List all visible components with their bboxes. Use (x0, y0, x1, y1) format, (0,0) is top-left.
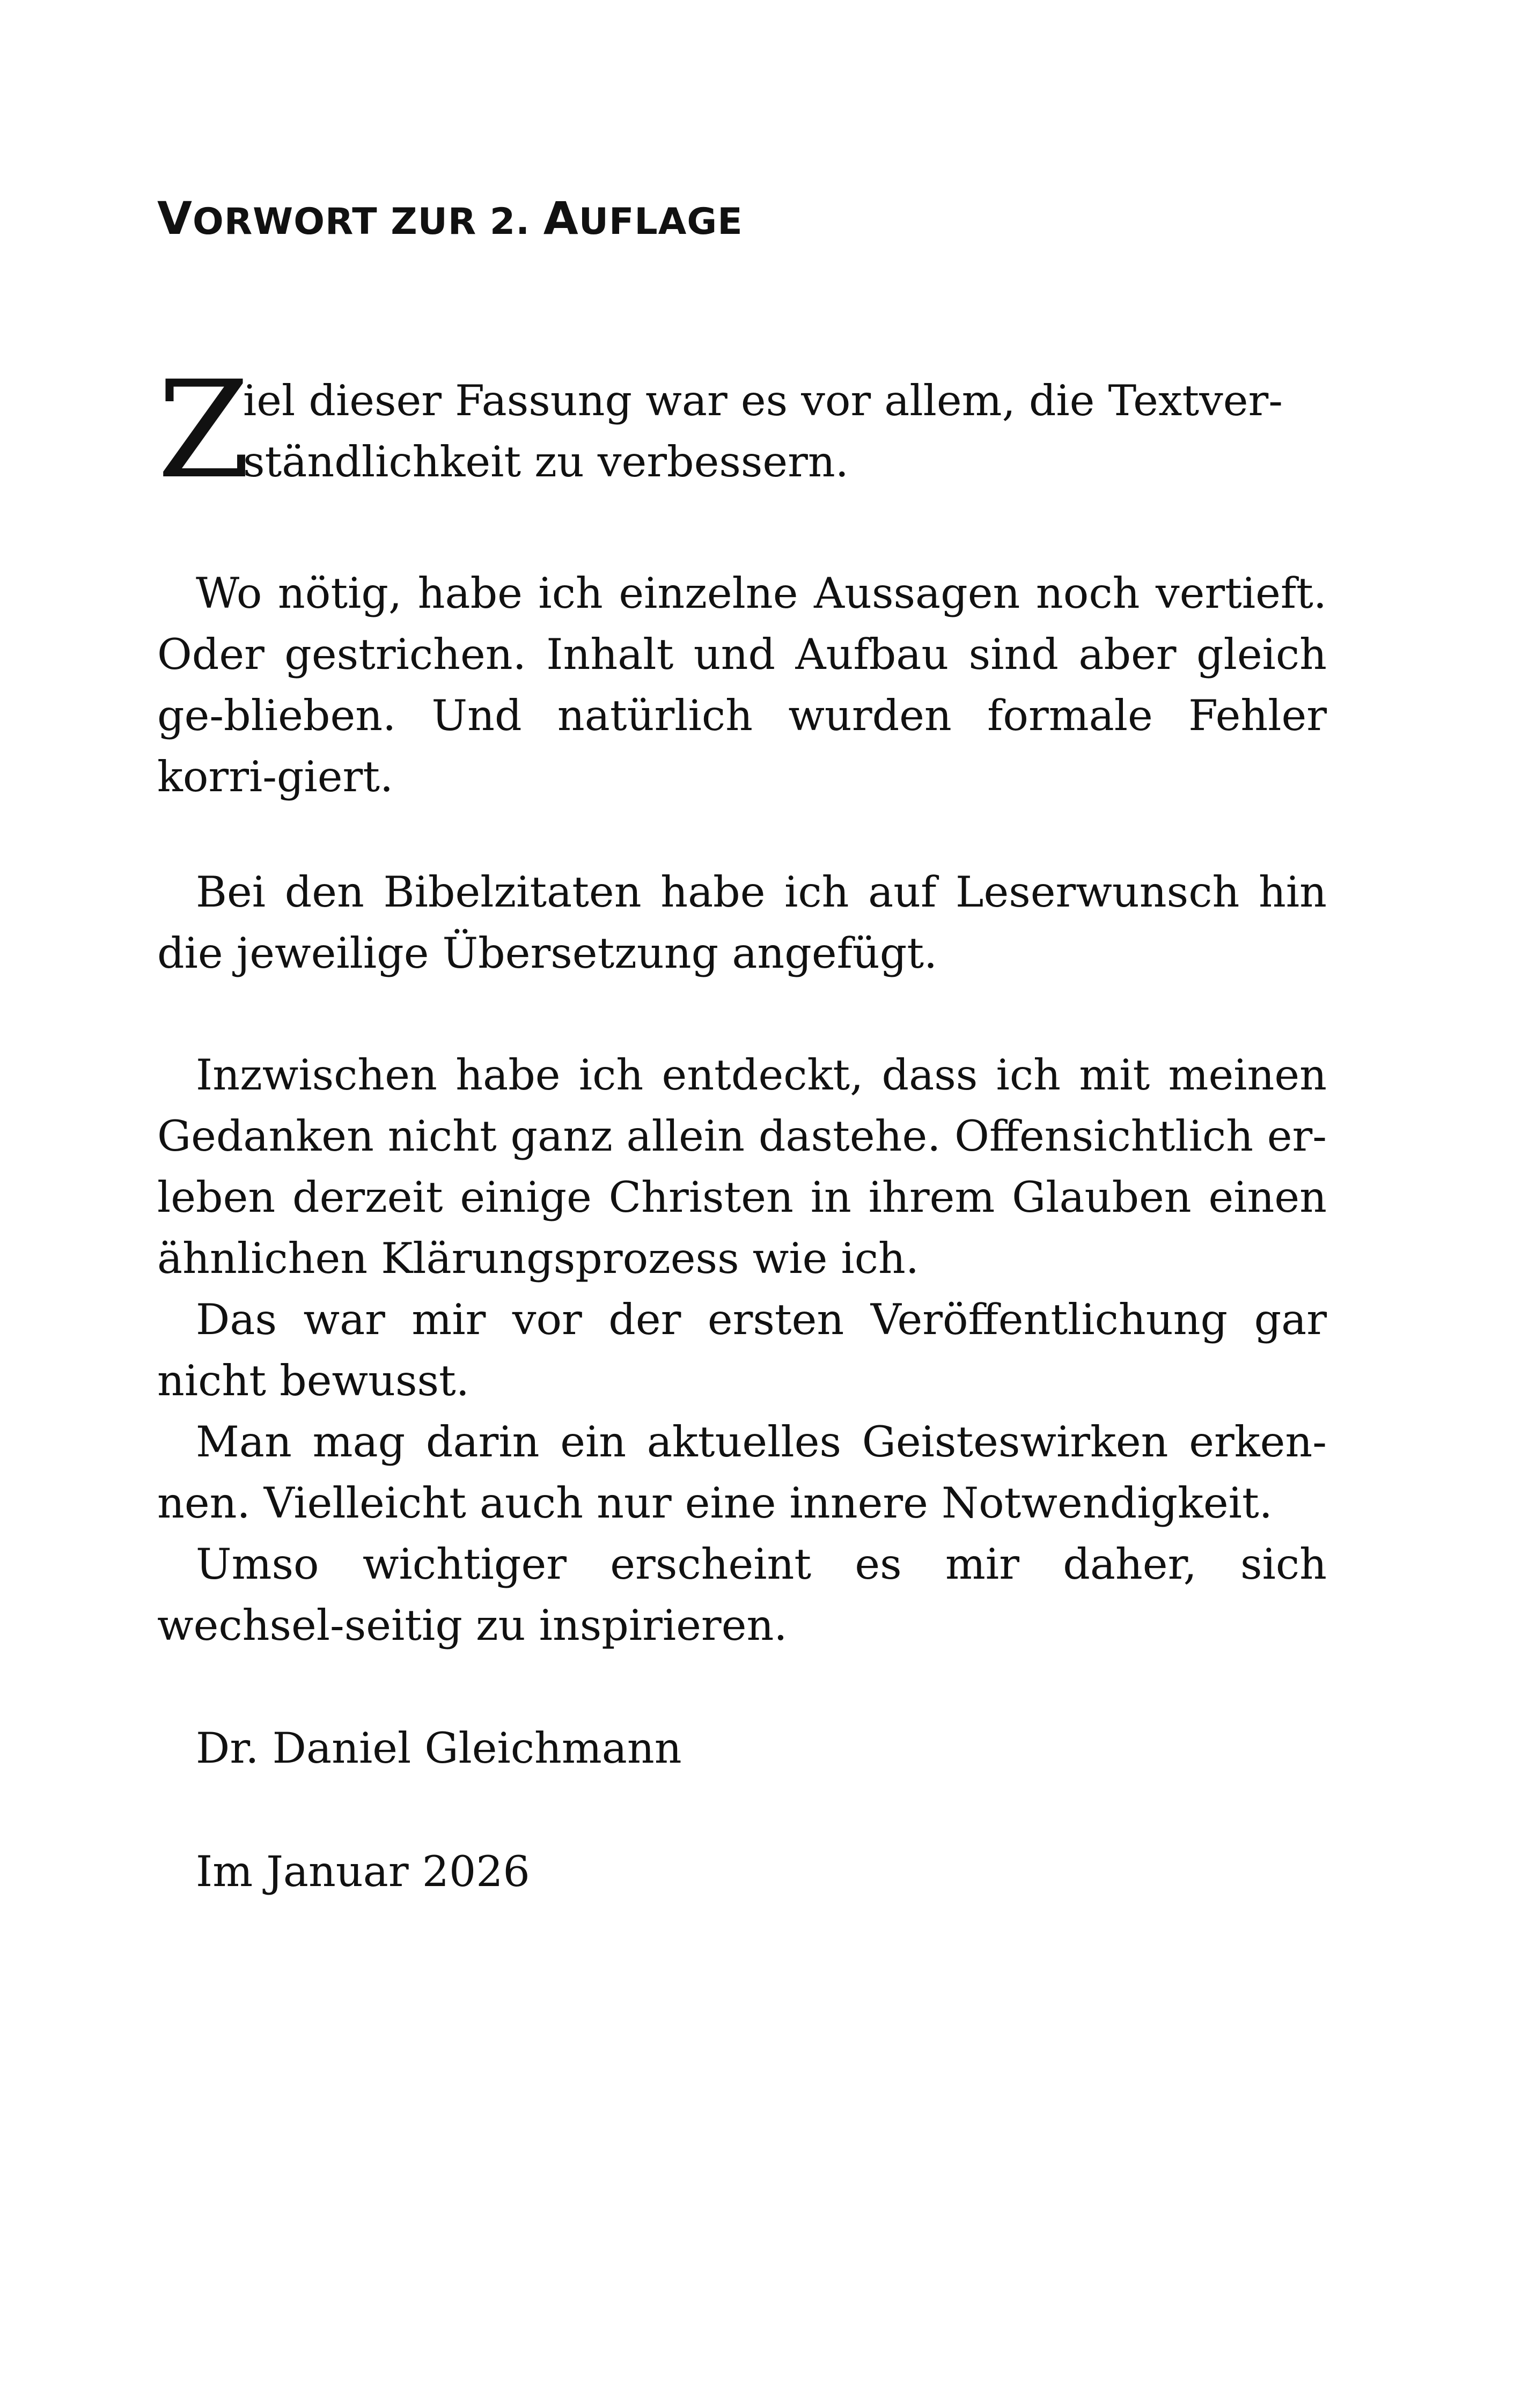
paragraph-text: Das war mir vor der ersten Veröffentlichung gar nicht bewusst. (157, 1295, 1327, 1405)
body-paragraph-2 (157, 861, 1327, 984)
title-initial-2: A (543, 192, 579, 245)
author-signature: Dr. Daniel Gleichmann (196, 1724, 682, 1773)
title-text-2: UFLAGE (578, 201, 743, 243)
paragraph-text: Wo nötig, habe ich einzelne Aussagen noch vertieft. Oder gestrichen. Inhalt und Aufbau sind aber gleich ge-blieben. Und natürlich wurden formale Fehler korri-giert. (157, 569, 1327, 801)
title-initial-1: V (157, 192, 193, 245)
title-text-1: ORWORT ZUR 2. (193, 201, 543, 243)
intro-line-2: ständlichkeit zu verbessern. (243, 437, 849, 487)
date-line: Im Januar 2026 (196, 1847, 530, 1896)
paragraph-text: Man mag darin ein aktuelles Geisteswirken erken-nen. Vielleicht auch nur eine innere Notwendigkeit. (157, 1417, 1327, 1528)
paragraph-text: Bei den Bibelzitaten habe ich auf Leserwunsch hin die jeweilige Übersetzung angefügt. (157, 867, 1327, 978)
page-title (157, 192, 743, 245)
paragraph-text: Inzwischen habe ich entdeckt, dass ich mit meinen Gedanken nicht ganz allein dastehe. Offensichtlich er-leben derzeit einige Christen in ihrem Glauben einen ähnlichen Klärungsprozess wie ich. (157, 1050, 1327, 1283)
body-paragraph-1 (157, 563, 1327, 807)
drop-cap: Z (157, 352, 251, 508)
intro-line-1: iel dieser Fassung war es vor allem, die Textver- (243, 376, 1283, 425)
intro-paragraph (157, 352, 1327, 508)
body-paragraph-3 (157, 1044, 1327, 1656)
paragraph-text: Umso wichtiger erscheint es mir daher, sich wechsel-seitig zu inspirieren. (157, 1540, 1327, 1650)
